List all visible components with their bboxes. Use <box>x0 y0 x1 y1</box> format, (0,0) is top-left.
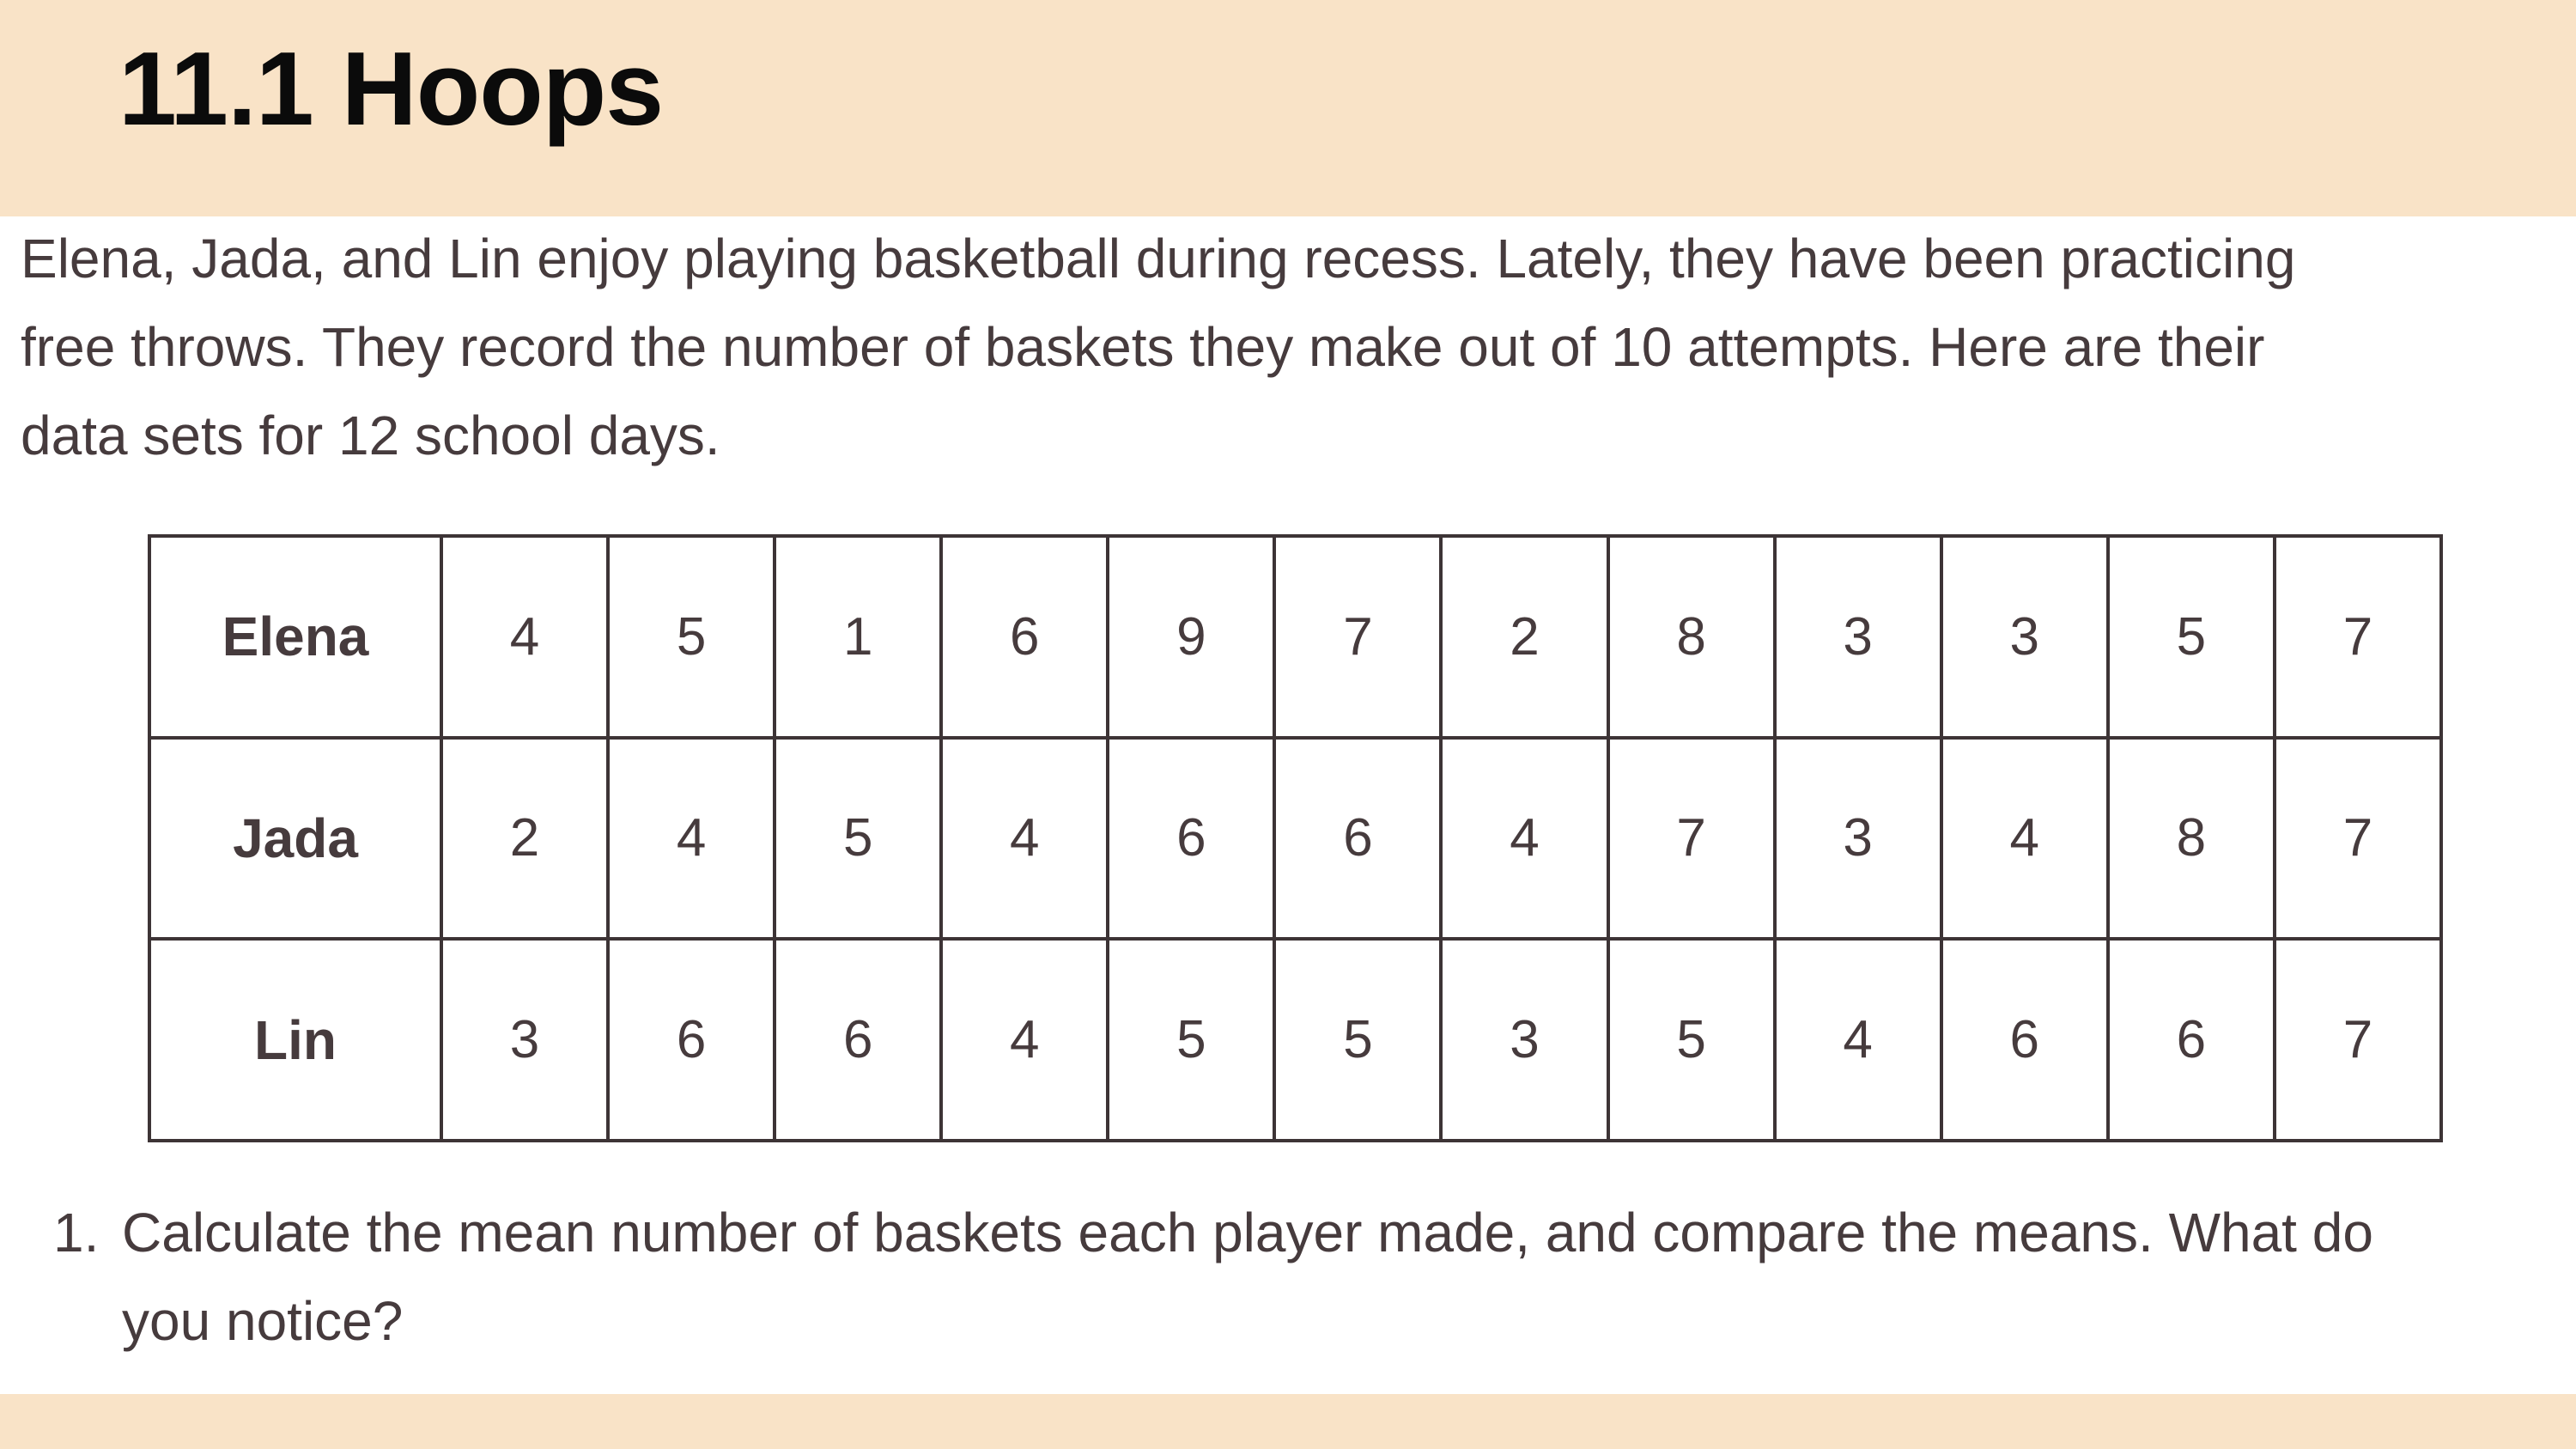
score-cell: 7 <box>2275 536 2441 738</box>
page-title: 11.1 Hoops <box>118 30 664 147</box>
score-cell: 6 <box>2108 939 2275 1141</box>
score-cell: 7 <box>1274 536 1441 738</box>
score-cell: 8 <box>2108 738 2275 940</box>
table-row <box>149 939 2441 1141</box>
score-cell: 5 <box>1108 939 1274 1141</box>
score-cell: 7 <box>2275 738 2441 940</box>
score-cell: 3 <box>1941 536 2108 738</box>
intro-line: Elena, Jada, and Lin enjoy playing basketball during recess. Lately, they have been practicing <box>21 228 2296 289</box>
question-text-continued: you notice? <box>122 1290 404 1352</box>
score-cell: 4 <box>1775 939 1941 1141</box>
score-cell: 4 <box>441 536 608 738</box>
score-cell: 5 <box>1608 939 1775 1141</box>
score-cell: 6 <box>1108 738 1274 940</box>
score-cell: 9 <box>1108 536 1274 738</box>
score-cell: 6 <box>1274 738 1441 940</box>
question-text: Calculate the mean number of baskets each player made, and compare the means. What do <box>122 1202 2373 1263</box>
score-cell: 7 <box>1608 738 1775 940</box>
intro-paragraph <box>21 215 2295 480</box>
score-cell: 4 <box>1941 738 2108 940</box>
score-cell: 6 <box>775 939 941 1141</box>
score-cell: 1 <box>775 536 941 738</box>
score-cell: 3 <box>1441 939 1607 1141</box>
question-number: 1. <box>53 1202 100 1263</box>
score-cell: 4 <box>1441 738 1607 940</box>
score-cell: 5 <box>1274 939 1441 1141</box>
score-cell: 6 <box>941 536 1108 738</box>
title-band <box>0 0 2576 216</box>
score-cell: 3 <box>441 939 608 1141</box>
player-name-cell: Lin <box>149 939 441 1141</box>
score-cell: 4 <box>941 738 1108 940</box>
table-row <box>149 738 2441 940</box>
question-1 <box>53 1189 2373 1366</box>
score-cell: 4 <box>608 738 775 940</box>
player-name-cell: Elena <box>149 536 441 738</box>
scores-table-body <box>149 536 2441 1141</box>
score-cell: 5 <box>2108 536 2275 738</box>
player-name-cell: Jada <box>149 738 441 940</box>
score-cell: 2 <box>1441 536 1607 738</box>
score-cell: 4 <box>941 939 1108 1141</box>
score-cell: 5 <box>608 536 775 738</box>
table-row <box>149 536 2441 738</box>
score-cell: 5 <box>775 738 941 940</box>
score-cell: 6 <box>1941 939 2108 1141</box>
score-cell: 3 <box>1775 738 1941 940</box>
intro-line: data sets for 12 school days. <box>21 405 720 466</box>
bottom-band <box>0 1394 2576 1449</box>
intro-line: free throws. They record the number of baskets they make out of 10 attempts. Here are their <box>21 316 2265 378</box>
score-cell: 2 <box>441 738 608 940</box>
scores-table <box>148 534 2443 1142</box>
score-cell: 8 <box>1608 536 1775 738</box>
score-cell: 7 <box>2275 939 2441 1141</box>
score-cell: 6 <box>608 939 775 1141</box>
score-cell: 3 <box>1775 536 1941 738</box>
